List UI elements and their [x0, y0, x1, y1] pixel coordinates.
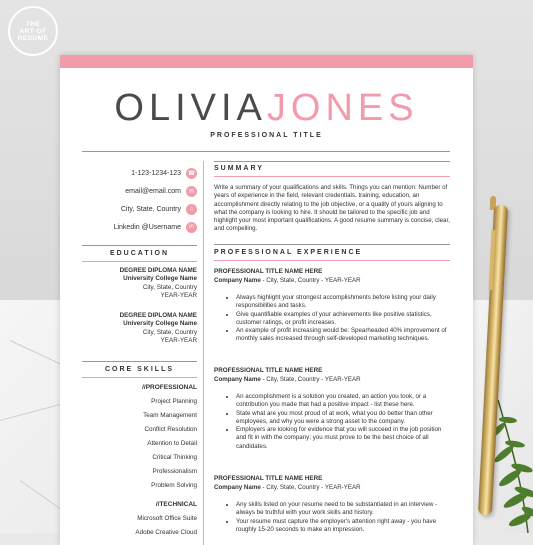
skills-heading: CORE SKILLS — [104, 366, 175, 373]
job-title: PROFESSIONAL TITLE NAME HERE — [214, 475, 323, 482]
experience-underline — [214, 260, 450, 261]
professional-skills-heading: //PROFESSIONAL — [142, 384, 197, 391]
job-company-line: Company Name - City, State, Country - YEAR-YEAR — [214, 484, 361, 491]
job-bullets — [224, 294, 448, 344]
skill-item: Microsoft Office Suite — [137, 515, 197, 522]
job-title: PROFESSIONAL TITLE NAME HERE — [214, 367, 323, 374]
job-bullets — [224, 393, 448, 451]
job-title: PROFESSIONAL TITLE NAME HERE — [214, 268, 323, 275]
experience-heading: PROFESSIONAL EXPERIENCE — [214, 249, 363, 256]
technical-skills-heading: //TECHNICAL — [155, 501, 197, 508]
skill-item: Adobe Creative Cloud — [135, 529, 197, 536]
job-bullets — [224, 501, 448, 534]
professional-title: PROFESSIONAL TITLE — [210, 132, 323, 139]
experience-top-line — [214, 244, 450, 245]
skill-item: Team Management — [143, 412, 197, 419]
contact-location: City, State, Country ⌂ — [121, 203, 197, 215]
location-icon: ⌂ — [186, 204, 197, 215]
job-company-line: Company Name - City, State, Country - YEAR-YEAR — [214, 376, 361, 383]
summary-heading: SUMMARY — [214, 165, 264, 172]
contact-linkedin: Linkedin @Username in — [114, 221, 197, 233]
education-entry: DEGREE DIPLOMA NAME University College Name City, State, Country YEAR-YEAR — [119, 312, 197, 344]
header-divider — [82, 151, 450, 152]
list-item: • An example of profit increasing would be: Spearheaded 40% improvement of monthly sales increased through self-developed marketing techniques. — [236, 327, 448, 344]
list-item: • Your resume must capture the employer's attention right away - you have roughly 15-20 seconds to make an impression. — [236, 518, 448, 535]
education-top-line — [82, 245, 197, 246]
list-item: • Employers are looking for evidence that you will succeed in the job position and fit in with the company; you must prove to be the best choice of all candidates. — [236, 426, 448, 451]
job-company-line: Company Name - City, State, Country - YEAR-YEAR — [214, 277, 361, 284]
list-item: • State what are you most proud of at work, what you do better than other employees, and why you were a strong asset to the company. — [236, 410, 448, 427]
education-underline — [82, 261, 197, 262]
summary-text: Write a summary of your qualifications and skills. Things you can mention: Number of years of experience in the field, relevant credentials, training, education, an accomplishment directly relating to the job objective, or a quality of yours aligning to what the company is looking to hire. It should be tailored to the specific job and highlight your most important qualifications. A good resume summary is concise, clear, and compelling. — [214, 184, 450, 233]
skill-item: Attention to Detail — [147, 440, 197, 447]
column-divider — [203, 161, 204, 545]
list-item: • Always highlight your strongest accomplishments before listing your daily responsibilities and tasks. — [236, 294, 448, 311]
skill-item: Problem Solving — [151, 482, 197, 489]
list-item: • An accomplishment is a solution you created, an action you took, or a contribution you made that had a positive impact - list these here. — [236, 393, 448, 410]
contact-email: email@email.com ✉ — [125, 185, 197, 197]
summary-underline — [214, 176, 450, 177]
brand-logo: THE ART OF RESUME — [8, 6, 58, 56]
header-accent-bar — [60, 55, 473, 68]
education-entry: DEGREE DIPLOMA NAME University College Name City, State, Country YEAR-YEAR — [119, 267, 197, 299]
skills-underline — [82, 377, 197, 378]
candidate-name — [60, 88, 473, 128]
summary-top-line — [214, 161, 450, 162]
skill-item: Professionalism — [152, 468, 197, 475]
skill-item: Conflict Resolution — [144, 426, 197, 433]
skill-item: Project Planning — [151, 398, 197, 405]
phone-icon: ☎ — [186, 168, 197, 179]
first-name: OLIVIA — [114, 87, 267, 129]
email-icon: ✉ — [186, 186, 197, 197]
skills-top-line — [82, 361, 197, 362]
list-item: • Any skills listed on your resume need to be substantiated in an interview - always be truthful with your work skills and history. — [236, 501, 448, 518]
list-item: • Give quantifiable examples of your achievements like positive statistics, customer ratings, or profit increases. — [236, 311, 448, 328]
education-heading: EDUCATION — [109, 250, 170, 257]
contact-phone: 1-123-1234-123 ☎ — [131, 169, 196, 177]
skill-item: Critical Thinking — [152, 454, 197, 461]
resume-page — [60, 55, 473, 545]
last-name: JONES — [266, 87, 419, 129]
linkedin-icon: in — [186, 222, 197, 233]
